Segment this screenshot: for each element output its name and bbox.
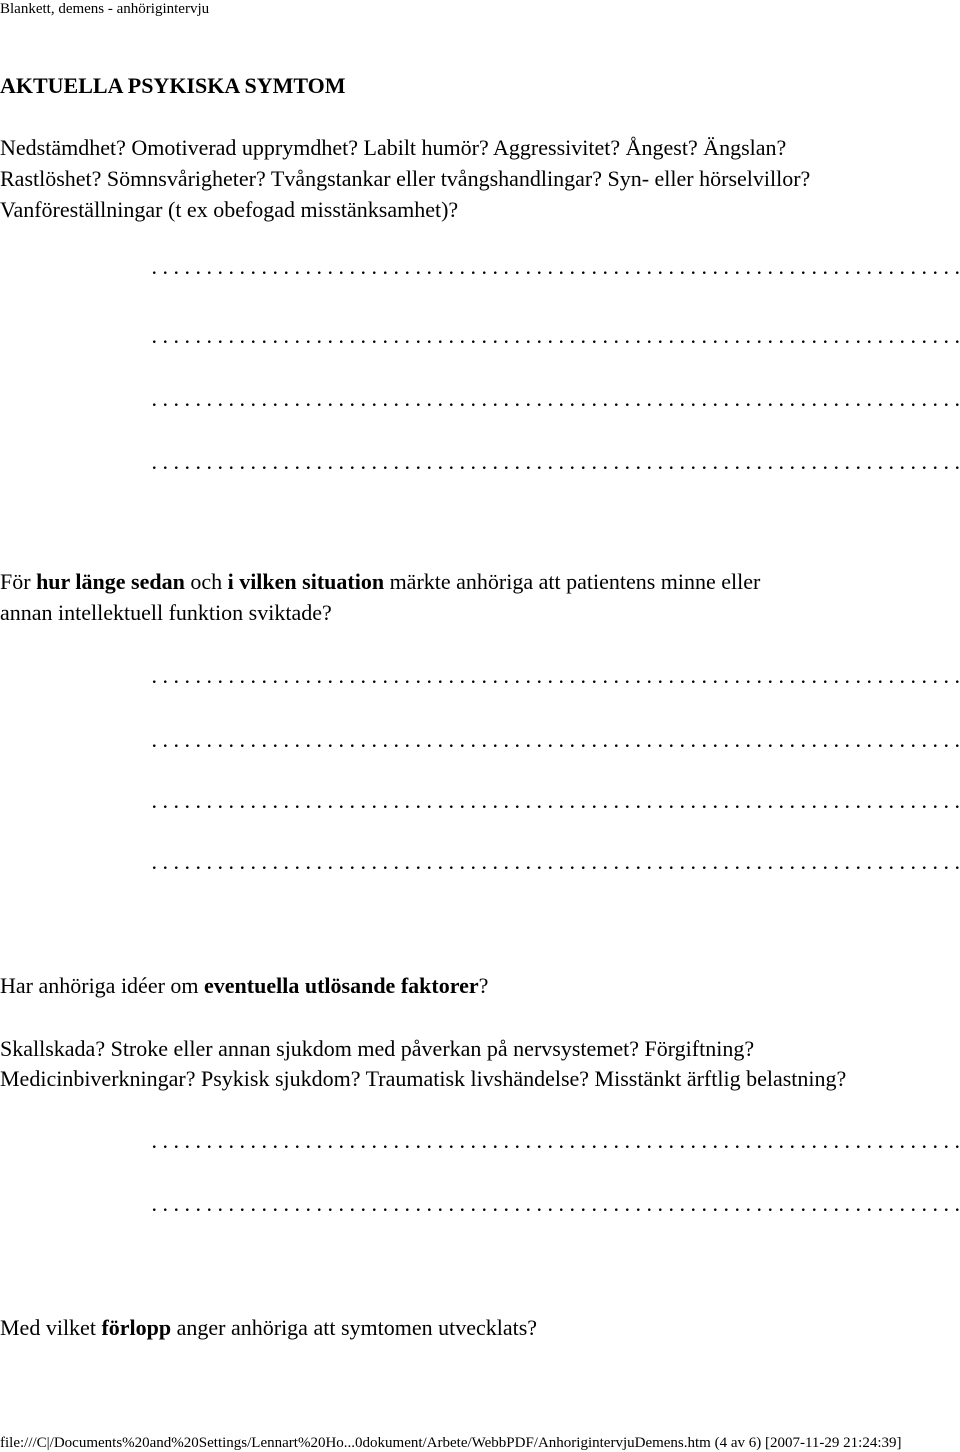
answer-line[interactable]: . . . . . . . . . . . . . . . . . . . . . . . . . . . . . . . . . . . . . . . . . . . . . . . . . . . . . . . . . . . . . . . . . . . . . . . . . . (151, 256, 960, 278)
triggers-bold: eventuella utlösande faktorer (204, 973, 479, 998)
course-question (0, 1312, 537, 1343)
onset-question-line-1 (0, 566, 760, 597)
answer-line[interactable]: . . . . . . . . . . . . . . . . . . . . . . . . . . . . . . . . . . . . . . . . . . . . . . . . . . . . . . . . . . . . . . . . . . . . . . . . . . (151, 790, 960, 812)
onset-text-pre: För (0, 569, 37, 594)
answer-line[interactable]: . . . . . . . . . . . . . . . . . . . . . . . . . . . . . . . . . . . . . . . . . . . . . . . . . . . . . . . . . . . . . . . . . . . . . . . . . . (151, 325, 960, 347)
course-bold: förlopp (101, 1315, 172, 1340)
triggers-text-pre: Har anhöriga idéer om (0, 973, 205, 998)
answer-line[interactable]: . . . . . . . . . . . . . . . . . . . . . . . . . . . . . . . . . . . . . . . . . . . . . . . . . . . . . . . . . . . . . . . . . . . . . . . . . . (151, 729, 960, 751)
answer-line[interactable]: . . . . . . . . . . . . . . . . . . . . . . . . . . . . . . . . . . . . . . . . . . . . . . . . . . . . . . . . . . . . . . . . . . . . . . . . . . (151, 451, 960, 473)
page-header: Blankett, demens - anhörigintervju (0, 1, 210, 17)
course-text-pre: Med vilket (0, 1315, 102, 1340)
triggers-text-post: ? (478, 973, 489, 998)
onset-bold-duration: hur länge sedan (36, 569, 185, 594)
answer-line[interactable]: . . . . . . . . . . . . . . . . . . . . . . . . . . . . . . . . . . . . . . . . . . . . . . . . . . . . . . . . . . . . . . . . . . . . . . . . . . (151, 665, 960, 687)
course-text-post: anger anhöriga att symtomen utvecklats? (171, 1315, 538, 1340)
triggers-examples-line-1: Skallskada? Stroke eller annan sjukdom med påverkan på nervsystemet? Förgiftning? (0, 1036, 755, 1061)
answer-line[interactable]: . . . . . . . . . . . . . . . . . . . . . . . . . . . . . . . . . . . . . . . . . . . . . . . . . . . . . . . . . . . . . . . . . . . . . . . . . . (151, 1130, 960, 1152)
section-title-psykiska-symtom: AKTUELLA PSYKISKA SYMTOM (0, 73, 346, 98)
triggers-examples-line-2: Medicinbiverkningar? Psykisk sjukdom? Traumatisk livshändelse? Misstänkt ärftlig belastning? (0, 1066, 847, 1091)
onset-text-post: märkte anhöriga att patientens minne eller (384, 569, 761, 594)
answer-line[interactable]: . . . . . . . . . . . . . . . . . . . . . . . . . . . . . . . . . . . . . . . . . . . . . . . . . . . . . . . . . . . . . . . . . . . . . . . . . . (151, 1193, 960, 1215)
answer-line[interactable]: . . . . . . . . . . . . . . . . . . . . . . . . . . . . . . . . . . . . . . . . . . . . . . . . . . . . . . . . . . . . . . . . . . . . . . . . . . (151, 388, 960, 410)
answer-line[interactable]: . . . . . . . . . . . . . . . . . . . . . . . . . . . . . . . . . . . . . . . . . . . . . . . . . . . . . . . . . . . . . . . . . . . . . . . . . . (151, 851, 960, 873)
symptom-question-line-2: Rastlöshet? Sömnsvårigheter? Tvångstankar eller tvångshandlingar? Syn- eller hörselvillor? (0, 166, 811, 191)
onset-text-mid: och (184, 569, 228, 594)
triggers-question (0, 970, 488, 1001)
onset-bold-situation: i vilken situation (227, 569, 385, 594)
page-footer-path: file:///C|/Documents%20and%20Settings/Lennart%20Ho...0dokument/Arbete/WebbPDF/AnhorigintervjuDemens.htm (4 av 6) [2007-11-29 21:24:39] (0, 1435, 902, 1451)
onset-question-line-2: annan intellektuell funktion sviktade? (0, 600, 332, 625)
symptom-question-line-3: Vanföreställningar (t ex obefogad misstänksamhet)? (0, 197, 459, 222)
symptom-question-line-1: Nedstämdhet? Omotiverad upprymdhet? Labilt humör? Aggressivitet? Ångest? Ängslan? (0, 135, 787, 160)
